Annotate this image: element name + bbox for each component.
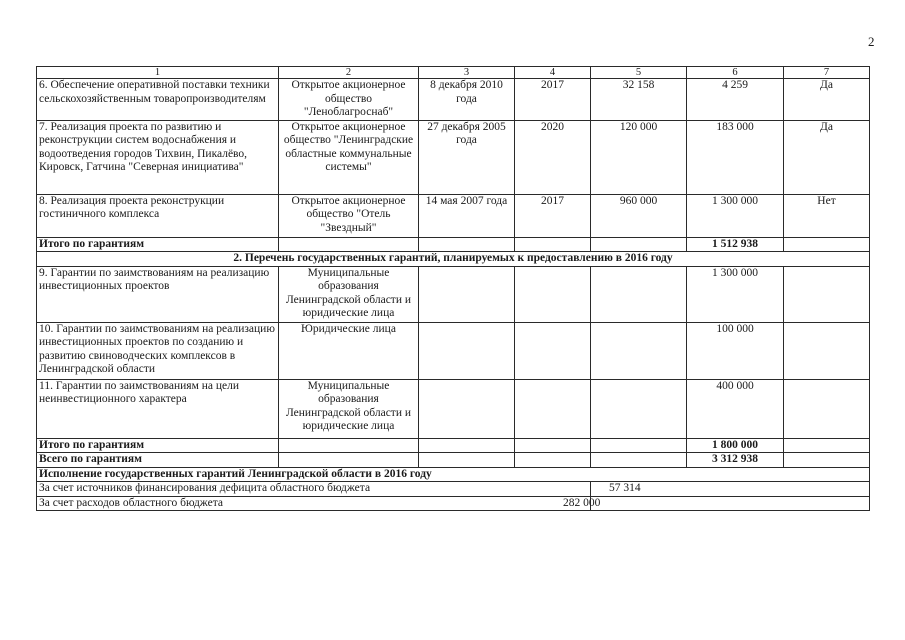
grand-total-amount: 3 312 938	[687, 453, 784, 468]
amount-col6: 100 000	[687, 322, 784, 379]
amount-col6: 1 300 000	[687, 266, 784, 322]
amount-col6: 1 300 000	[687, 194, 784, 237]
column-numbers-row	[37, 67, 870, 79]
section2-total-row	[37, 438, 870, 453]
guarantee-name: 10. Гарантии по заимствованиям на реализацию инвестиционных проектов по созданию и развитию свиноводческих комплексов в Ленинградской области	[37, 322, 279, 379]
principal-name: Открытое акционерное общество "Леноблагроснаб"	[279, 79, 419, 121]
total-label: Итого по гарантиям	[37, 438, 279, 453]
execution-title: Исполнение государственных гарантий Ленинградской области в 2016 году	[37, 467, 870, 482]
execution-row	[37, 496, 870, 511]
section-title: 2. Перечень государственных гарантий, планируемых к предоставлению в 2016 году	[37, 252, 870, 267]
amount-col6: 4 259	[687, 79, 784, 121]
agreement-date: 27 декабря 2005 года	[419, 120, 515, 194]
column-number: 7	[784, 67, 870, 79]
column-number: 1	[37, 67, 279, 79]
agreement-date: 14 мая 2007 года	[419, 194, 515, 237]
table-row	[37, 379, 870, 438]
column-number: 5	[591, 67, 687, 79]
amount-col5: 960 000	[591, 194, 687, 237]
section1-total-row	[37, 237, 870, 252]
table-row	[37, 194, 870, 237]
guarantee-name: 9. Гарантии по заимствованиям на реализацию инвестиционных проектов	[37, 266, 279, 322]
agreement-date: 8 декабря 2010 года	[419, 79, 515, 121]
guarantee-name: 11. Гарантии по заимствованиям на цели неинвестиционного характера	[37, 379, 279, 438]
column-number: 6	[687, 67, 784, 79]
principal-name: Юридические лица	[279, 322, 419, 379]
column-number: 4	[515, 67, 591, 79]
end-year: 2020	[515, 120, 591, 194]
amount-col6: 183 000	[687, 120, 784, 194]
guarantee-name: 6. Обеспечение оперативной поставки техники сельскохозяйственным товаропроизводителям	[37, 79, 279, 121]
principal-name: Муниципальные образования Ленинградской области и юридические лица	[279, 266, 419, 322]
execution-label: За счет расходов областного бюджета	[37, 496, 591, 511]
execution-title-row	[37, 467, 870, 482]
grand-total-row	[37, 453, 870, 468]
total-amount: 1 512 938	[687, 237, 784, 252]
end-year: 2017	[515, 194, 591, 237]
execution-value: 57 314	[591, 482, 870, 497]
execution-row	[37, 482, 870, 497]
table-row	[37, 79, 870, 121]
total-label: Итого по гарантиям	[37, 237, 279, 252]
table-row	[37, 322, 870, 379]
table-row	[37, 120, 870, 194]
guarantee-name: 8. Реализация проекта реконструкции гостиничного комплекса	[37, 194, 279, 237]
flag-col7: Да	[784, 79, 870, 121]
total-amount: 1 800 000	[687, 438, 784, 453]
principal-name: Открытое акционерное общество "Отель "Звездный"	[279, 194, 419, 237]
end-year: 2017	[515, 79, 591, 121]
page-number: 2	[868, 34, 875, 49]
flag-col7: Нет	[784, 194, 870, 237]
amount-col6: 400 000	[687, 379, 784, 438]
table-row	[37, 266, 870, 322]
execution-label: За счет источников финансирования дефицита областного бюджета	[37, 482, 591, 497]
section2-title-row	[37, 252, 870, 267]
principal-name: Открытое акционерное общество "Ленинградские областные коммунальные системы"	[279, 120, 419, 194]
flag-col7: Да	[784, 120, 870, 194]
column-number: 2	[279, 67, 419, 79]
guarantees-table	[36, 66, 870, 511]
amount-col5: 120 000	[591, 120, 687, 194]
execution-value: 282 000	[591, 496, 870, 511]
column-number: 3	[419, 67, 515, 79]
grand-total-label: Всего по гарантиям	[37, 453, 279, 468]
amount-col5: 32 158	[591, 79, 687, 121]
guarantee-name: 7. Реализация проекта по развитию и реконструкции систем водоснабжения и водоотведения городов Тихвин, Пикалёво, Кировск, Гатчина "Северная инициатива"	[37, 120, 279, 194]
principal-name: Муниципальные образования Ленинградской области и юридические лица	[279, 379, 419, 438]
